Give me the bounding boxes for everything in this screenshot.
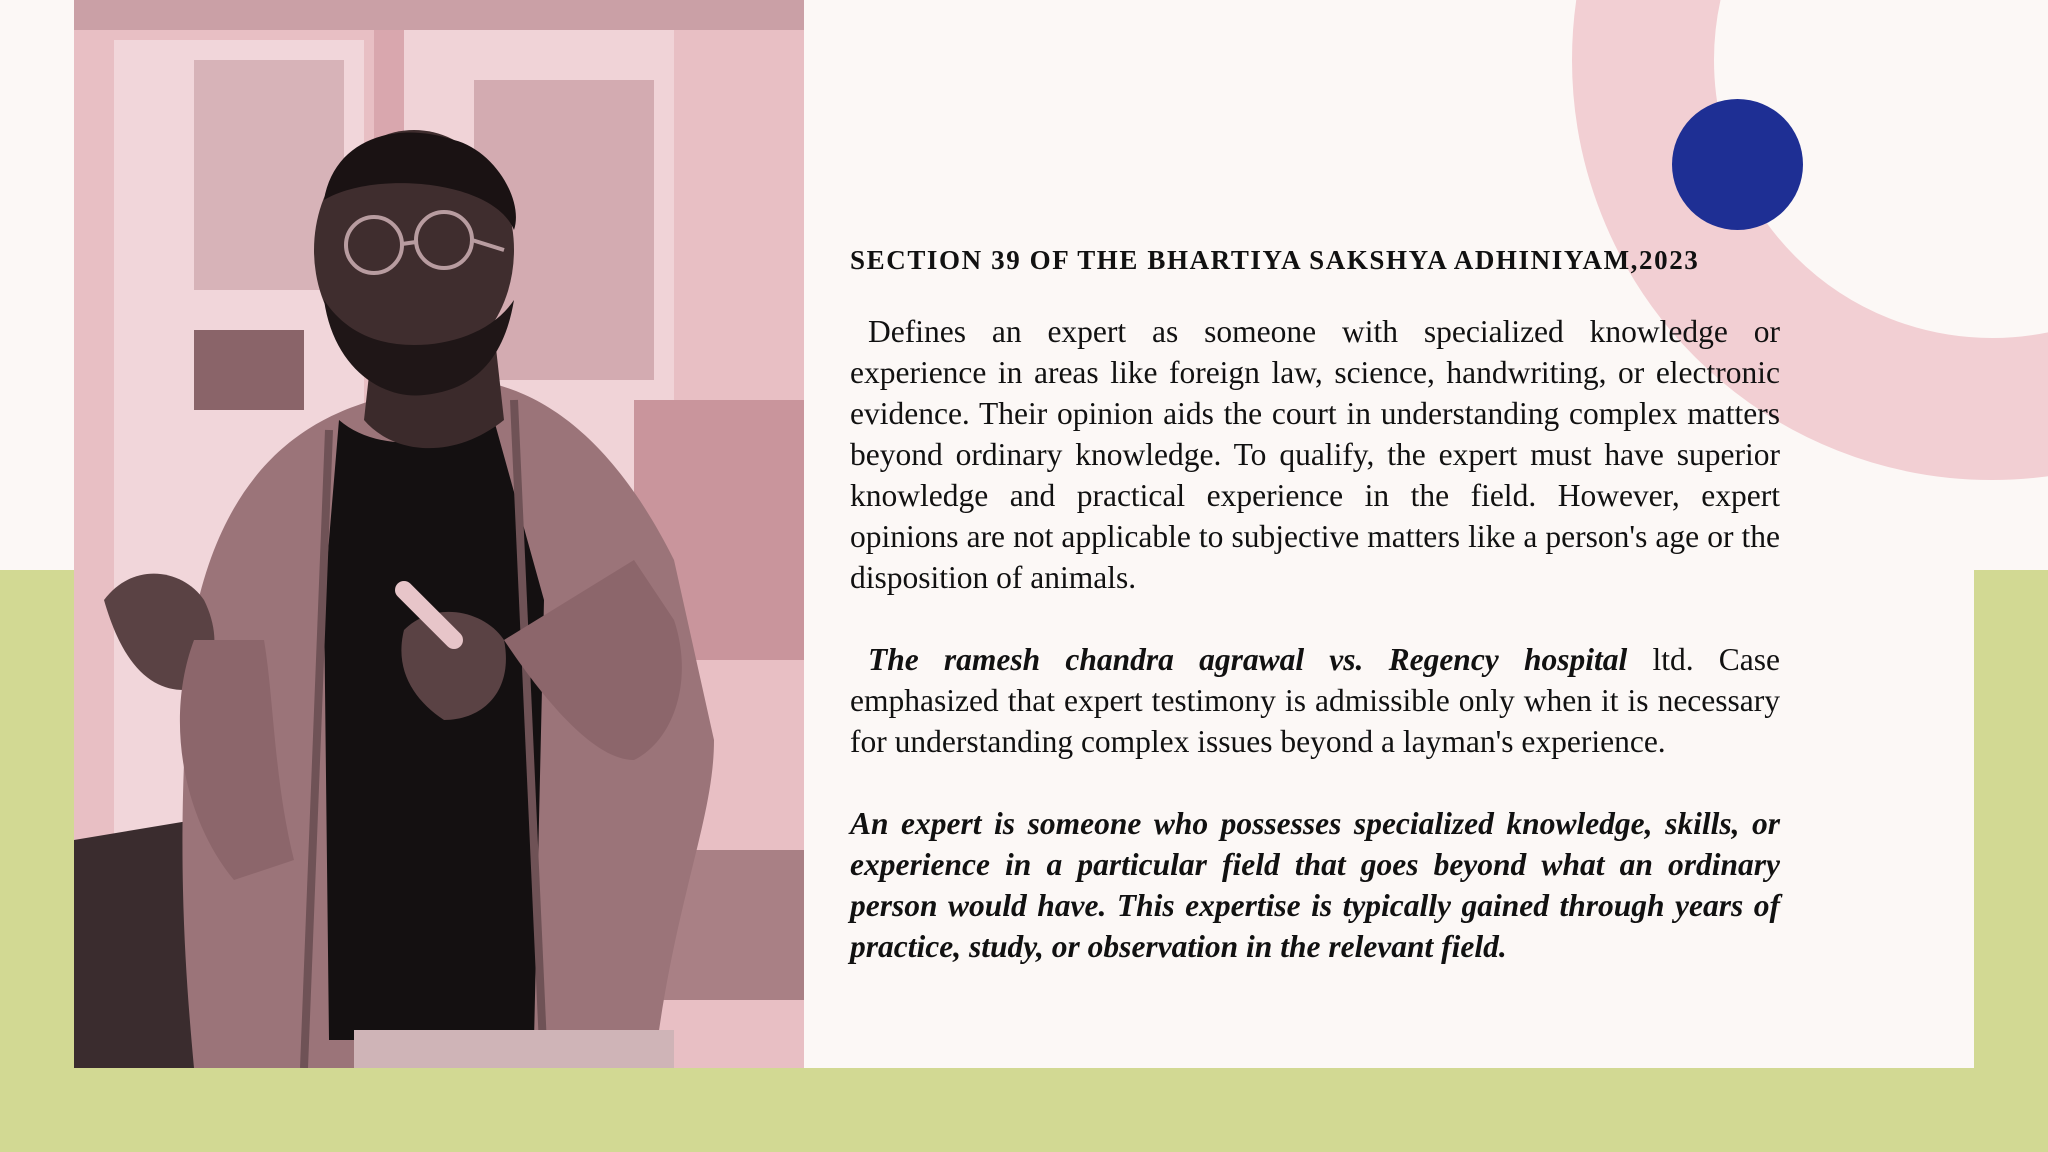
text-content — [850, 240, 1780, 967]
photo-person-icon — [74, 0, 804, 1068]
case-text: ltd. Case emphasized that expert testimony is admissible only when it is necessary for understanding complex issues beyond a layman's experience. — [850, 642, 1780, 759]
case-paragraph — [850, 639, 1780, 762]
decorative-dot — [1672, 99, 1803, 230]
case-name: The ramesh chandra agrawal vs. Regency hospital — [868, 642, 1628, 677]
definition-paragraph — [850, 311, 1780, 598]
definition-text: Defines an expert as someone with specialized knowledge or experience in areas like foreign law, science, handwriting, or electronic evidence. Their opinion aids the court in understanding complex matters beyond ordinary knowledge. To qualify, the expert must have superior knowledge and practical experience in the field. However, expert opinions are not applicable to subjective matters like a person's age or the disposition of animals. — [850, 314, 1780, 595]
presenter-photo — [74, 0, 804, 1068]
section-heading: SECTION 39 OF THE BHARTIYA SAKSHYA ADHINIYAM,2023 — [850, 245, 1700, 275]
expert-summary: An expert is someone who possesses specialized knowledge, skills, or experience in a particular field that goes beyond what an ordinary person would have. This expertise is typically gained through years of practice, study, or observation in the relevant field. — [850, 806, 1780, 964]
